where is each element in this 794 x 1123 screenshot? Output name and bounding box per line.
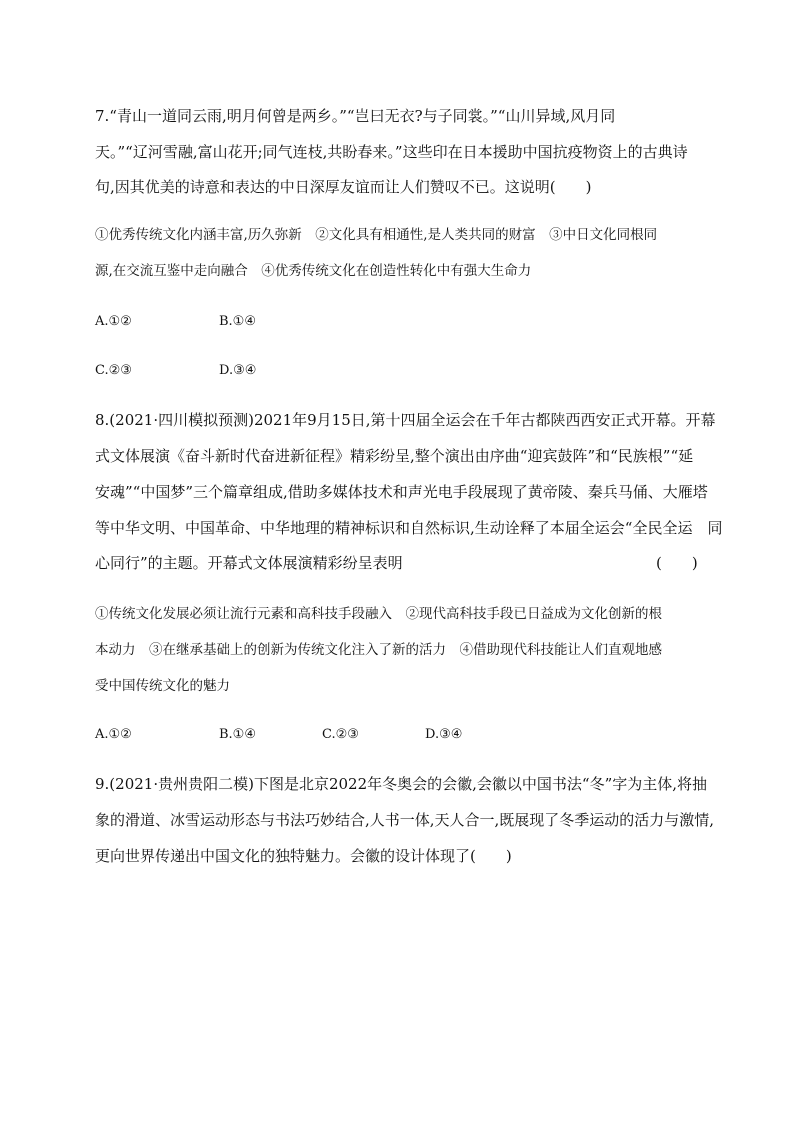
question-8-line-5: 心同行”的主题。开幕式文体展演精彩纷呈表明 <box>95 554 403 572</box>
question-9-line-1: 9.(2021·贵州贵阳二模)下图是北京2022年冬奥会的会徽,会徽以中国书法“冬”字为主体,将抽 <box>95 775 708 793</box>
question-7-line-3: 句,因其优美的诗意和表达的中日深厚友谊而让人们赞叹不已。这说明( ) <box>95 178 592 196</box>
question-8-option-d[interactable]: D.③④ <box>425 727 463 742</box>
question-8-statements-line-3: 受中国传统文化的魅力 <box>95 678 230 694</box>
question-8-option-c[interactable]: C.②③ <box>322 727 359 742</box>
question-9-line-2: 象的滑道、冰雪运动形态与书法巧妙结合,人书一体,天人合一,既展现了冬季运动的活力与激情, <box>95 811 715 829</box>
question-8-line-3: 安魂”“中国梦”三个篇章组成,借助多媒体技术和声光电手段展现了黄帝陵、秦兵马俑、大雁塔 <box>95 483 708 501</box>
question-9-line-3: 更向世界传递出中国文化的独特魅力。会徽的设计体现了( ) <box>95 847 512 865</box>
question-7-statements-line-2: 源,在交流互鉴中走向融合 ④优秀传统文化在创造性转化中有强大生命力 <box>95 263 532 279</box>
question-8-line-1: 8.(2021·四川模拟预测)2021年9月15日,第十四届全运会在千年古都陕西西安正式开幕。开幕 <box>95 411 716 429</box>
question-8-line-4: 等中华文明、中国革命、中华地理的精神标识和自然标识,生动诠释了本届全运会“全民全运 同 <box>95 519 723 537</box>
question-8-statements-line-2: 本动力 ③在继承基础上的创新为传统文化注入了新的活力 ④借助现代科技能让人们直观地感 <box>95 642 662 658</box>
question-8-line-2: 式文体展演《奋斗新时代奋进新征程》精彩纷呈,整个演出由序曲“迎宾鼓阵”和“民族根”“延 <box>95 447 694 465</box>
question-7-statements-line-1: ①优秀传统文化内涵丰富,历久弥新 ②文化具有相通性,是人类共同的财富 ③中日文化同根同 <box>95 227 658 243</box>
question-8-answer-paren: ( ) <box>656 554 698 572</box>
question-8-option-b[interactable]: B.①④ <box>219 727 256 742</box>
question-7-option-b[interactable]: B.①④ <box>219 314 256 329</box>
question-7-option-d[interactable]: D.③④ <box>219 363 257 378</box>
question-8-statements-line-1: ①传统文化发展必须让流行元素和高科技手段融入 ②现代高科技手段已日益成为文化创新的根 <box>95 606 662 622</box>
question-7-line-2: 天。”“辽河雪融,富山花开;同气连枝,共盼春来。”这些印在日本援助中国抗疫物资上的古典诗 <box>95 143 688 161</box>
question-7-line-1: 7.“青山一道同云雨,明月何曾是两乡。”“岂曰无衣?与子同裳。”“山川异域,风月同 <box>95 107 616 125</box>
question-7-option-c[interactable]: C.②③ <box>95 363 132 378</box>
question-8-option-a[interactable]: A.①② <box>95 727 132 742</box>
question-7-option-a[interactable]: A.①② <box>95 314 132 329</box>
